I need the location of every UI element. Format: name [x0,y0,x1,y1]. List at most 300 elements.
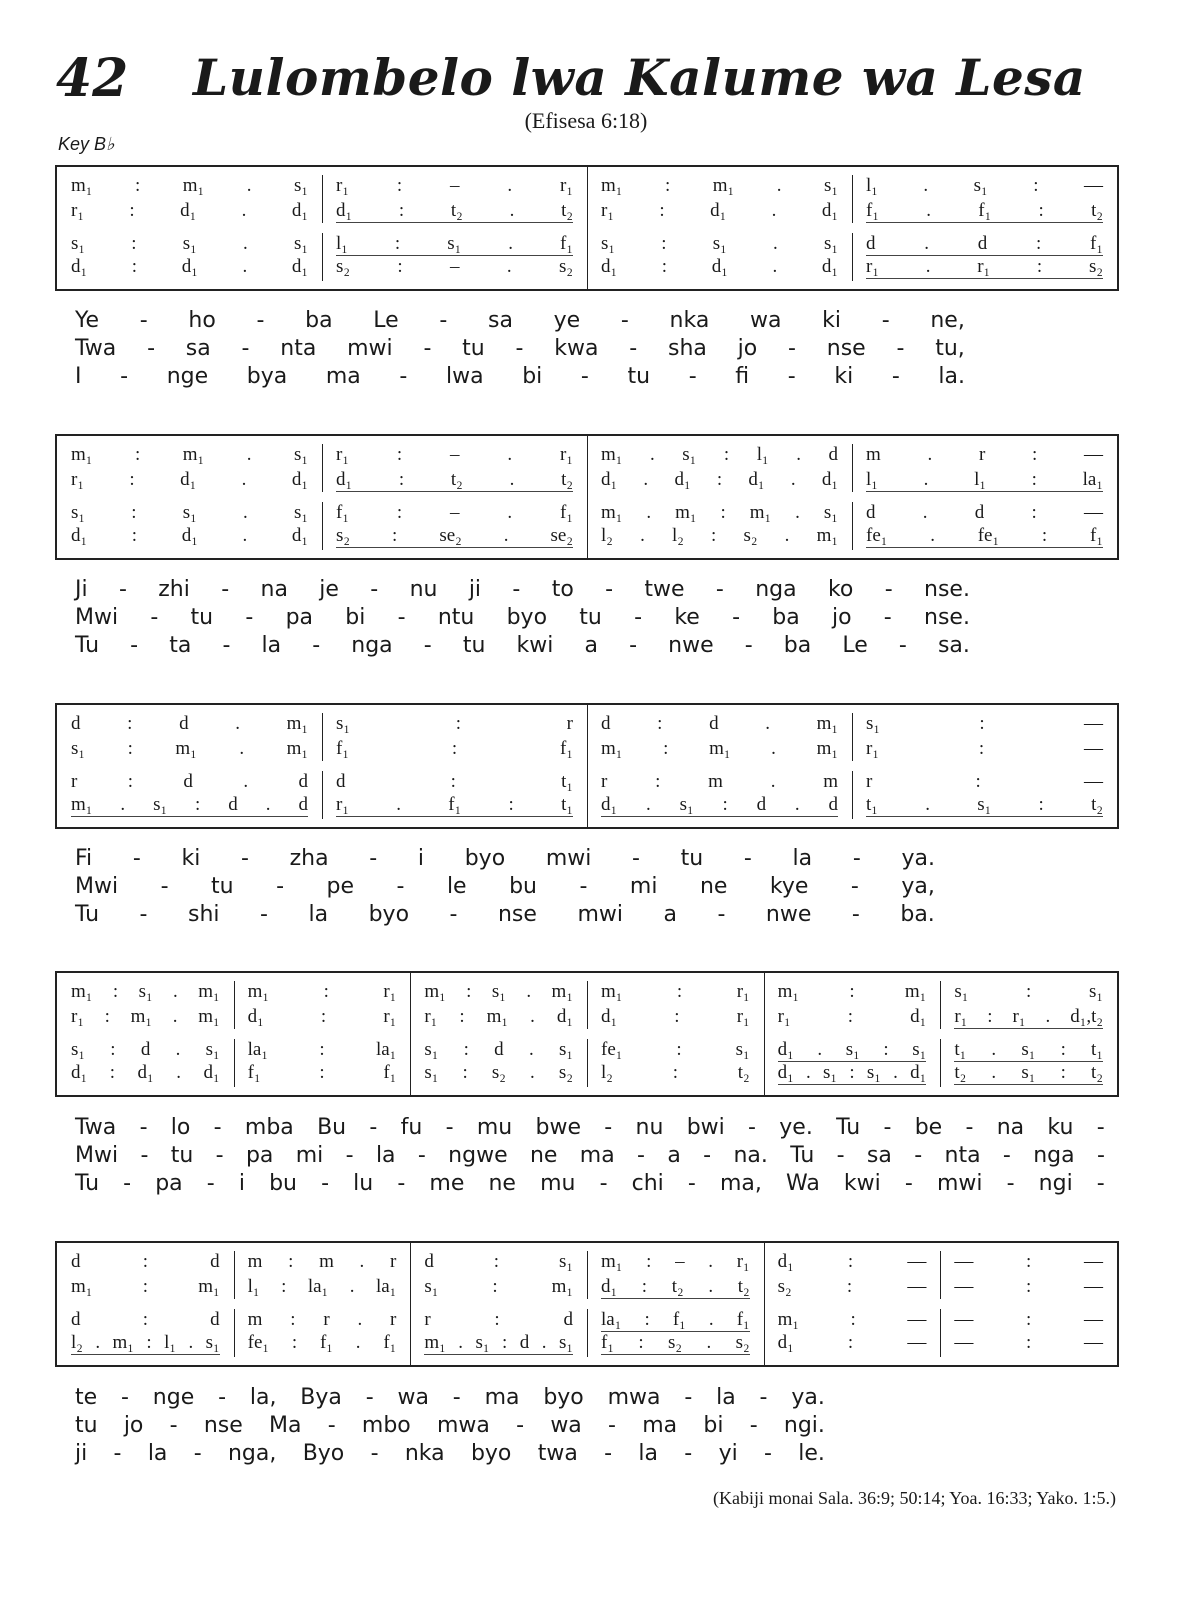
note: r₁ [736,1006,750,1027]
syllable-hyphen: - [1096,1171,1105,1196]
syllable: byo [368,902,410,927]
note: d [977,233,988,254]
note: f₁ [672,1309,686,1330]
syllable: ya. [901,846,935,871]
note: s₁ [293,444,308,465]
note: s₁ [601,233,616,254]
syllable-hyphen: - [620,308,629,333]
note: d₁ [180,200,197,221]
note: d [336,771,346,792]
note: m₁ [749,502,772,523]
note: d [71,713,81,734]
beat-mark: : [663,738,669,759]
measure [234,1243,411,1365]
note: l₁ [866,469,878,490]
beat-mark: : [110,1039,116,1060]
note: — [1083,175,1103,196]
beat-mark: . [771,200,777,221]
syllable-hyphen: - [169,1413,178,1438]
note: m₁ [198,1006,220,1027]
note: d [228,794,238,815]
note: d₁ [821,200,838,221]
measure [410,973,587,1095]
alto-notes [71,1276,220,1298]
soprano-notes [71,175,308,197]
note: — [1083,444,1103,465]
syllable: nga [755,577,797,602]
alto-notes [336,738,573,760]
syllable-hyphen: - [852,846,861,871]
syllable-hyphen: - [449,902,458,927]
note: s₁ [293,175,308,196]
syllable-hyphen: - [312,633,321,658]
note: se₂ [439,525,462,546]
note: d₁ [203,1062,220,1083]
syllable: Mwi [75,605,119,630]
bass-notes [601,1062,750,1084]
beat-mark: . [243,502,248,523]
syllable-hyphen: - [321,1171,330,1196]
note: — [1083,1251,1103,1272]
syllable-hyphen: - [629,633,638,658]
beat-mark: : [397,256,403,277]
syllable: ku [1047,1115,1074,1140]
beat-mark: : [142,1309,148,1330]
syllable-hyphen: - [604,1441,613,1466]
beat-mark: : [847,1251,854,1272]
tenor-notes [71,1309,220,1331]
beat-mark: : [646,1251,652,1272]
bass-notes [601,1332,750,1355]
beat-mark: : [104,1006,110,1027]
note: s₁ [845,1039,860,1060]
syllable: ji [468,577,482,602]
syllable: tu [211,874,234,899]
note: s₁ [138,981,153,1002]
syllable: bu [509,874,537,899]
note: d₁ [247,1006,264,1027]
syllable: le. [798,1441,825,1466]
beat-mark: . [927,444,933,465]
note: d [210,1309,220,1330]
note: s₁ [71,233,86,254]
note: t₂ [954,1062,967,1083]
syllable: la [638,1441,658,1466]
syllable: la [308,902,329,927]
syllable-hyphen: - [684,1385,693,1410]
note: d₁ [748,469,765,490]
note: r₁ [736,1251,750,1272]
syllable-hyphen: - [764,1441,772,1466]
measure [587,705,852,827]
beat-mark: : [129,469,135,490]
note: f₁ [1090,233,1103,254]
beat-mark: . [925,794,930,815]
alto-notes [601,1006,750,1028]
note: m₁ [182,175,205,196]
syllable: Mwi [75,1143,119,1168]
beat-mark: . [541,1332,547,1353]
alto-notes [601,1276,750,1299]
syllable: la. [938,364,965,389]
note: — [1083,771,1103,792]
soprano-notes [778,981,927,1003]
note: — [907,1332,927,1353]
beat-mark: . [241,200,247,221]
note: t₂ [450,469,463,490]
beat-mark: . [926,200,931,221]
alto-notes [336,200,573,223]
syllable: wa [550,1413,582,1438]
lyric-line-verse-3 [75,1171,1105,1197]
syllable: nse [497,902,537,927]
syllable-hyphen: - [608,1413,616,1438]
note: — [954,1276,974,1297]
syllable: tu [579,605,602,630]
note: — [954,1332,974,1353]
beat-mark: : [508,794,514,815]
syllable: jo [123,1413,144,1438]
tenor-notes [71,1039,220,1061]
beat-mark: : [134,175,141,196]
measure [322,436,587,558]
beat-mark: : [323,981,329,1002]
note: s₁ [682,444,697,465]
beat-mark: : [850,1309,856,1330]
syllable-hyphen: - [150,605,159,630]
note: m₁ [601,502,623,523]
beat-mark: . [357,1309,363,1330]
beat-mark: : [129,200,135,221]
beat-mark: : [1031,469,1037,490]
syllable: mwa [607,1385,661,1410]
beat-mark: : [492,1276,498,1297]
syllable-hyphen: - [634,605,643,630]
note: d [298,794,308,815]
syllable: Le [373,308,399,333]
note: m [319,1251,334,1272]
bass-notes [248,1062,397,1084]
beat-mark: : [288,1251,294,1272]
syllable: i [417,846,425,871]
syllable-hyphen: - [397,1171,406,1196]
bass-notes [866,525,1103,548]
note: d₁ [181,525,198,546]
tenor-notes [601,771,838,793]
measure [587,1243,764,1365]
note: m₁ [198,981,220,1002]
syllable-hyphen: - [732,605,741,630]
measure [764,1243,941,1365]
lyric-line-verse-3 [75,633,970,659]
lyric-line-verse-2 [75,874,935,900]
syllable: a [584,633,598,658]
note: s₂ [735,1332,750,1353]
bass-notes [424,1062,573,1084]
syllable: ji [75,1441,88,1466]
note: s₂ [491,1062,506,1083]
note: r₁ [336,794,349,815]
note: m₁ [286,713,308,734]
note: m₁ [904,981,927,1002]
beat-mark: . [172,1006,178,1027]
syllable-hyphen: - [743,846,752,871]
syllable: bi [703,1413,724,1438]
syllable-hyphen: - [221,577,230,602]
note: m [708,771,723,792]
syllable: byo [470,1441,512,1466]
note: l₂ [71,1332,83,1353]
note: d₁ [777,1039,794,1060]
syllable-hyphen: - [1002,1143,1011,1168]
note: m₁ [71,444,93,465]
beat-mark: : [644,1309,650,1330]
beat-mark: . [507,502,513,523]
soprano-notes [601,713,838,735]
beat-mark: . [640,525,645,546]
soprano-notes [248,1251,397,1273]
soprano-notes [71,981,220,1003]
note: — [1083,738,1103,759]
alto-notes [954,1276,1103,1298]
beat-mark: . [528,1039,534,1060]
beat-mark: : [396,502,403,523]
beat-mark: . [923,469,929,490]
beat-mark: : [1026,1251,1032,1272]
syllable: bya [246,364,288,389]
note: m₁ [71,175,93,196]
note: r₁ [601,200,614,221]
syllable-hyphen: - [369,1115,378,1140]
system-4 [55,971,1119,1097]
syllable: ngi [1038,1171,1073,1196]
note: — [954,1309,974,1330]
note: d₁ [601,1006,618,1027]
note: f₁ [978,200,992,221]
tenor-notes [336,233,573,256]
note: la₁ [1082,469,1103,490]
note: – [675,1251,685,1272]
measure [57,1243,234,1365]
syllable: Twa [75,336,117,361]
note: f₁ [1090,525,1103,546]
beat-mark: . [773,233,778,254]
beat-mark: . [509,200,515,221]
soprano-notes [71,444,308,466]
beat-mark: : [711,525,717,546]
syllable: la, [249,1385,277,1410]
bass-notes [336,794,573,817]
syllable-hyphen: - [130,633,139,658]
bass-notes [71,525,308,547]
system-2 [55,434,1119,560]
syllable-hyphen: - [241,336,250,361]
note: d₁ [711,256,728,277]
note: t₁ [561,771,573,792]
bass-notes [866,794,1103,817]
bass-notes [336,256,573,278]
measure [57,973,234,1095]
tenor-notes [424,1309,573,1331]
note: – [450,175,460,196]
syllable: Ma [269,1413,302,1438]
syllable: ba [783,633,812,658]
syllable: tu [462,336,485,361]
syllable: twe [644,577,685,602]
beat-mark: : [462,1062,468,1083]
syllable: mwa [436,1413,490,1438]
lyric-line-verse-2 [75,1143,1105,1169]
note: m₁ [712,175,735,196]
note: t₁ [561,794,573,815]
syllable: yi [718,1441,738,1466]
note: r [389,1251,397,1272]
note: d₁ [777,1332,794,1353]
note: m₁ [175,738,197,759]
beat-mark: : [979,713,985,734]
note: m₁ [551,1276,573,1297]
beat-mark: : [291,1332,298,1353]
syllable-hyphen: - [512,577,521,602]
beat-mark: . [817,1039,823,1060]
beat-mark: : [1026,981,1032,1002]
syllable: sa. [937,633,970,658]
beat-mark: : [398,469,405,490]
measure [410,1243,587,1365]
note: fe₁ [601,1039,623,1060]
soprano-notes [248,981,397,1003]
tenor-notes [778,1039,927,1062]
note: s₁ [491,981,506,1002]
note: s₁ [954,981,969,1002]
syllable-hyphen: - [439,308,448,333]
beat-mark: : [1060,1062,1066,1083]
note: fe₁ [866,525,888,546]
beat-mark: : [195,794,201,815]
note: s₁ [1021,1039,1036,1060]
note: m₁ [424,981,446,1002]
syllable-hyphen: - [851,902,860,927]
note: s₁ [973,175,988,196]
note: m₁ [601,444,623,465]
note: f₁ [319,1332,333,1353]
beat-mark: . [771,738,776,759]
syllable: nwe [668,633,714,658]
syllable-hyphen: - [515,336,524,361]
syllable-hyphen: - [345,1143,354,1168]
alto-notes [424,1006,573,1028]
syllable: I [75,364,82,389]
note: m₁ [601,175,623,196]
note: r [71,771,78,792]
note: m₁ [816,738,838,759]
tenor-notes [866,502,1103,524]
note: m₁ [286,738,308,759]
syllable-hyphen: - [759,1385,768,1410]
syllable: mwi [545,846,592,871]
syllable-hyphen: - [396,874,405,899]
syllable: ba. [900,902,935,927]
soprano-notes [336,444,573,466]
note: s₁ [293,233,308,254]
note: d₁ [910,1006,927,1027]
bass-notes [778,1062,927,1085]
beat-mark: . [526,981,532,1002]
note: – [450,502,460,523]
note: f₁ [601,1332,614,1353]
syllable: wa [397,1385,429,1410]
note: f₁ [336,502,349,523]
beat-mark: : [320,1006,327,1027]
syllable-hyphen: - [1096,1115,1105,1140]
note: la₁ [307,1276,329,1297]
tenor-notes [248,1309,397,1331]
note: s₂ [777,1276,792,1297]
syllable: nka [404,1441,445,1466]
syllable-hyphen: - [423,633,432,658]
syllable-hyphen: - [896,336,905,361]
syllable: nta [280,336,317,361]
scripture-reference: (Efisesa 6:18) [524,108,648,133]
note: s₁ [71,1039,86,1060]
note: f₁ [866,200,879,221]
beat-mark: . [246,175,252,196]
lyric-line-verse-1 [75,308,965,334]
lyric-line-verse-3 [75,364,965,390]
syllable: Bu [317,1115,347,1140]
beat-mark: . [794,794,800,815]
beat-mark: . [176,1062,181,1083]
beat-mark: . [930,525,935,546]
tenor-notes [954,1039,1103,1062]
bass-notes [778,1332,927,1354]
alto-notes [954,1006,1103,1029]
beat-mark: : [846,1276,853,1297]
soprano-notes [954,1251,1103,1273]
note: t₂ [737,1062,750,1083]
syllable: i [238,1171,245,1196]
note: — [1083,502,1103,523]
system-3 [55,703,1119,829]
note: d [179,713,189,734]
syllable-hyphen: - [452,1385,461,1410]
footnote: (Kabiji monai Sala. 36:9; 50:14; Yoa. 16:33; Yako. 1:5.) [712,1488,1116,1508]
beat-mark: : [1036,256,1043,277]
syllable-hyphen: - [850,874,859,899]
syllable-hyphen: - [717,902,726,927]
syllable: mi [295,1143,324,1168]
syllable-hyphen: - [327,1413,336,1438]
syllable: be [914,1115,943,1140]
syllable: sha [668,336,707,361]
soprano-notes [778,1251,927,1273]
syllable: ngwe [448,1143,508,1168]
syllable: na [260,577,288,602]
note: s₁ [293,502,308,523]
syllable: ne [488,1171,516,1196]
beat-mark: : [1038,794,1044,815]
beat-mark: : [1026,1309,1032,1330]
beat-mark: : [127,771,134,792]
note: d₁ [71,256,88,277]
syllable-hyphen: - [193,1441,202,1466]
note: s₁ [1088,981,1103,1002]
note: la₁ [375,1039,397,1060]
syllable: mu [476,1115,513,1140]
note: se₂ [550,525,573,546]
syllable: ya, [901,874,935,899]
syllable: pe [326,874,355,899]
